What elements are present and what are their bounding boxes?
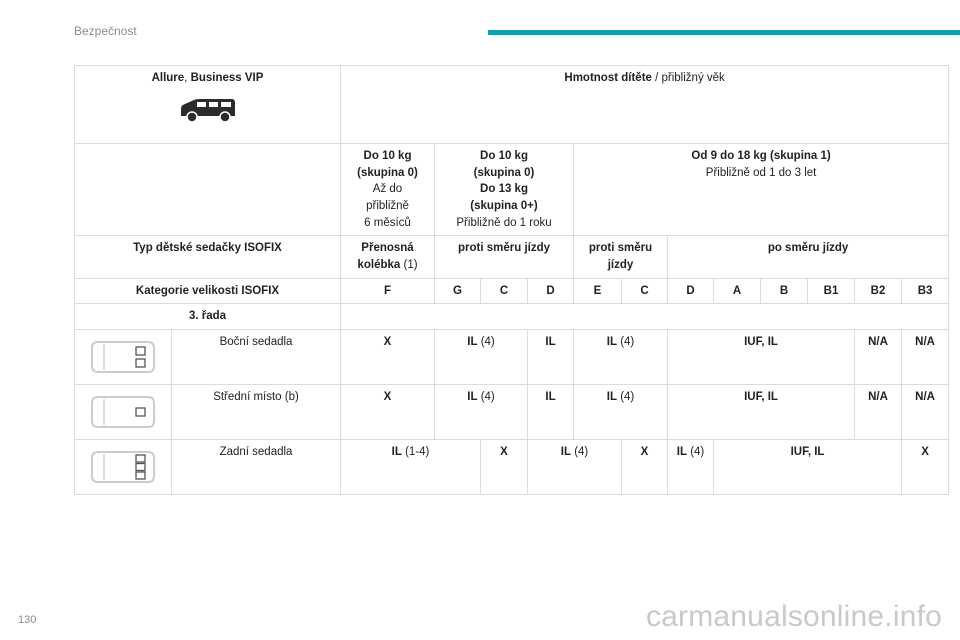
size-cell: B1 xyxy=(808,278,855,304)
section-title: Bezpečnost xyxy=(74,24,137,38)
seat-value-bold: IL xyxy=(560,446,571,459)
seat-value xyxy=(435,385,528,440)
seat-value: X xyxy=(341,330,435,385)
seat-value: X xyxy=(341,385,435,440)
g0-line3: Až do xyxy=(372,183,403,196)
size-cell: D xyxy=(528,278,574,304)
seat-name: Střední místo (b) xyxy=(172,385,341,440)
seat-plan-side-icon xyxy=(88,338,158,376)
seat-value xyxy=(574,385,668,440)
seat-value-bold: IL xyxy=(606,336,617,349)
type-row-label: Typ dětské sedačky ISOFIX xyxy=(75,236,341,278)
seat-value: IL xyxy=(528,385,574,440)
header-accent-bar xyxy=(488,30,960,35)
seat-value-note: (4) xyxy=(617,336,635,349)
seat-value: IUF, IL xyxy=(668,330,855,385)
seat-value-note: (4) xyxy=(477,391,495,404)
seat-value: IUF, IL xyxy=(714,440,902,495)
seat-value-bold: IL xyxy=(391,446,402,459)
group-0-cell xyxy=(341,144,435,236)
seat-value-bold: IL xyxy=(467,391,478,404)
rear-facing-b-line1: proti směru xyxy=(588,242,653,255)
g0-line5: 6 měsíců xyxy=(364,216,411,229)
table-row xyxy=(75,440,949,495)
seat-value xyxy=(341,440,481,495)
carrycot-line2: kolébka xyxy=(357,259,401,272)
g0p-line5: Přibližně do 1 roku xyxy=(456,216,552,229)
g0-line2: (skupina 0) xyxy=(357,166,418,179)
type-row xyxy=(75,236,949,278)
seat-value: N/A xyxy=(902,385,949,440)
seat-plan-cell xyxy=(75,385,172,440)
page-number: 130 xyxy=(18,614,37,626)
row3-empty xyxy=(341,304,949,330)
isofix-table xyxy=(74,65,949,495)
seat-value-bold: IL xyxy=(606,391,617,404)
seat-plan-cell xyxy=(75,440,172,495)
weight-header-bold: Hmotnost dítěte xyxy=(564,72,652,84)
size-cell: B2 xyxy=(855,278,902,304)
g1-line1: Od 9 do 18 kg (skupina 1) xyxy=(691,150,831,162)
row3-label: 3. řada xyxy=(75,304,341,330)
model-name-a: Allure xyxy=(151,72,185,84)
weight-header-cell xyxy=(341,66,949,144)
seat-value-note: (4) xyxy=(617,391,635,404)
size-cell: A xyxy=(714,278,761,304)
g0p-line1: Do 10 kg xyxy=(480,150,528,162)
model-cell xyxy=(75,66,341,144)
rear-facing-cell-b xyxy=(574,236,668,278)
size-row xyxy=(75,278,949,304)
g0p-line4: (skupina 0+) xyxy=(470,200,538,213)
seat-value: N/A xyxy=(855,385,902,440)
seat-value xyxy=(435,330,528,385)
size-row-label: Kategorie velikosti ISOFIX xyxy=(75,278,341,304)
carrycot-cell xyxy=(341,236,435,278)
seat-value-note: (4) xyxy=(687,446,705,459)
seat-value: X xyxy=(622,440,668,495)
seat-value-note: (4) xyxy=(571,446,589,459)
groups-row xyxy=(75,144,949,236)
g1-line2: Přibližně od 1 do 3 let xyxy=(705,166,817,179)
carrycot-line1: Přenosná xyxy=(361,242,414,255)
seat-name: Zadní sedadla xyxy=(172,440,341,495)
carrycot-note: (1) xyxy=(400,259,418,272)
seat-plan-middle-icon xyxy=(88,393,158,431)
g0p-line2: (skupina 0) xyxy=(473,166,535,179)
seat-value xyxy=(668,440,714,495)
seat-plan-rear-icon xyxy=(88,448,158,486)
seat-value: IL xyxy=(528,330,574,385)
seat-plan-cell xyxy=(75,330,172,385)
weight-header-rest: / přibližný věk xyxy=(651,72,725,84)
model-name-b: Business VIP xyxy=(190,72,264,84)
seat-value xyxy=(574,330,668,385)
group-0plus-cell xyxy=(435,144,574,236)
size-cell: F xyxy=(341,278,435,304)
seat-value: N/A xyxy=(855,330,902,385)
table-row xyxy=(75,330,949,385)
g0-line4: přibližně xyxy=(366,200,409,213)
size-cell: E xyxy=(574,278,622,304)
seat-name: Boční sedadla xyxy=(172,330,341,385)
groups-empty-cell xyxy=(75,144,341,236)
watermark-text: carmanualsonline.info xyxy=(645,600,942,633)
seat-value: N/A xyxy=(902,330,949,385)
size-cell: B xyxy=(761,278,808,304)
forward-facing-cell: po směru jízdy xyxy=(668,236,949,278)
seat-value: X xyxy=(902,440,949,495)
g0-line1: Do 10 kg xyxy=(363,150,412,162)
size-cell: D xyxy=(668,278,714,304)
size-cell: C xyxy=(622,278,668,304)
size-cell: G xyxy=(435,278,481,304)
car-icon xyxy=(178,97,238,123)
size-cell: B3 xyxy=(902,278,949,304)
row3-header xyxy=(75,304,949,330)
g0p-line3: Do 13 kg xyxy=(480,183,528,196)
seat-value-bold: IL xyxy=(467,336,478,349)
model-sep: , xyxy=(184,72,191,84)
group-1-cell xyxy=(574,144,949,236)
rear-facing-cell-a: proti směru jízdy xyxy=(435,236,574,278)
rear-facing-b-line2: jízdy xyxy=(607,259,634,272)
seat-value-note: (1-4) xyxy=(401,446,430,459)
seat-value-note: (4) xyxy=(477,336,495,349)
table-row xyxy=(75,385,949,440)
seat-value-bold: IL xyxy=(676,446,687,459)
seat-value: X xyxy=(481,440,528,495)
size-cell: C xyxy=(481,278,528,304)
seat-value xyxy=(528,440,622,495)
seat-value: IUF, IL xyxy=(668,385,855,440)
model-row xyxy=(75,66,949,144)
